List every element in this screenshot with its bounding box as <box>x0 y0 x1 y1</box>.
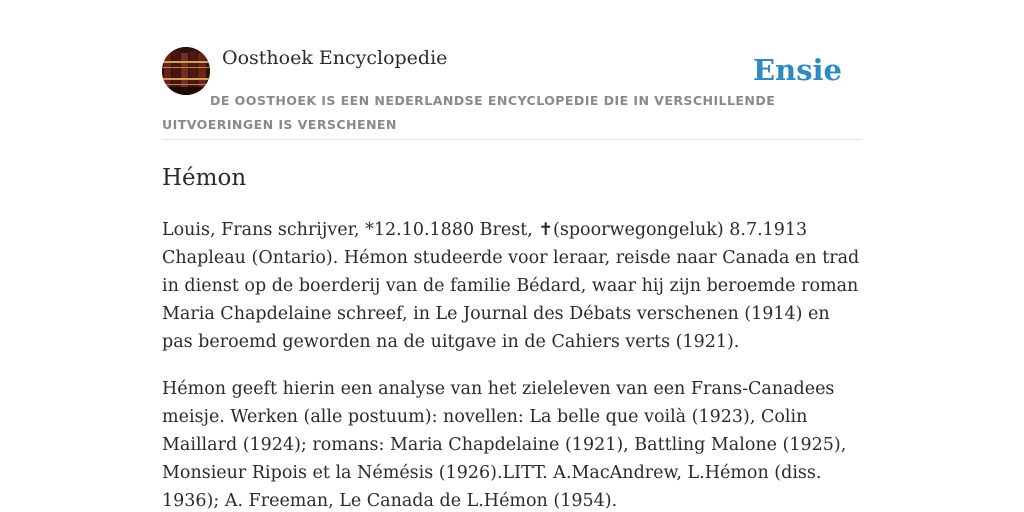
header-divider <box>162 139 862 140</box>
site-tagline: DE OOSTHOEK IS EEN NEDERLANDSE ENCYCLOPEDIE DIE IN VERSCHILLENDE UITVOERINGEN IS VERSCHENEN <box>162 93 776 132</box>
article-body <box>162 216 862 512</box>
book-spines-icon <box>162 47 210 95</box>
article-paragraph: Hémon geeft hierin een analyse van het zieleleven van een Frans-Canadees meisje. Werken (alle postuum): novellen: La belle que voilà (1923), Colin Maillard (1924); romans: Maria Chapdelaine (1921), Battling Malone (1925), Monsieur Ripois et la Némésis (1926).LITT. A.MacAndrew, L.Hémon (diss. 1936); A. Freeman, Le Canada de L.Hémon (1954). <box>162 379 847 511</box>
avatar[interactable] <box>162 47 210 95</box>
article-title: Hémon <box>162 165 247 191</box>
site-name[interactable]: Oosthoek Encyclopedie <box>222 47 448 69</box>
article-paragraph: Louis, Frans schrijver, *12.10.1880 Brest, ✝(spoorwegongeluk) 8.7.1913 Chapleau (Ontario). Hémon studeerde voor leraar, reisde naar Canada en trad in dienst op de boerderij van de familie Bédard, waar hij zijn beroemde roman Maria Chapdelaine schreef, in Le Journal des Débats verschenen (1914) en pas beroemd geworden na de uitgave in de Cahiers verts (1921). <box>162 220 860 352</box>
brand-logo-link[interactable]: Ensie <box>753 53 842 87</box>
